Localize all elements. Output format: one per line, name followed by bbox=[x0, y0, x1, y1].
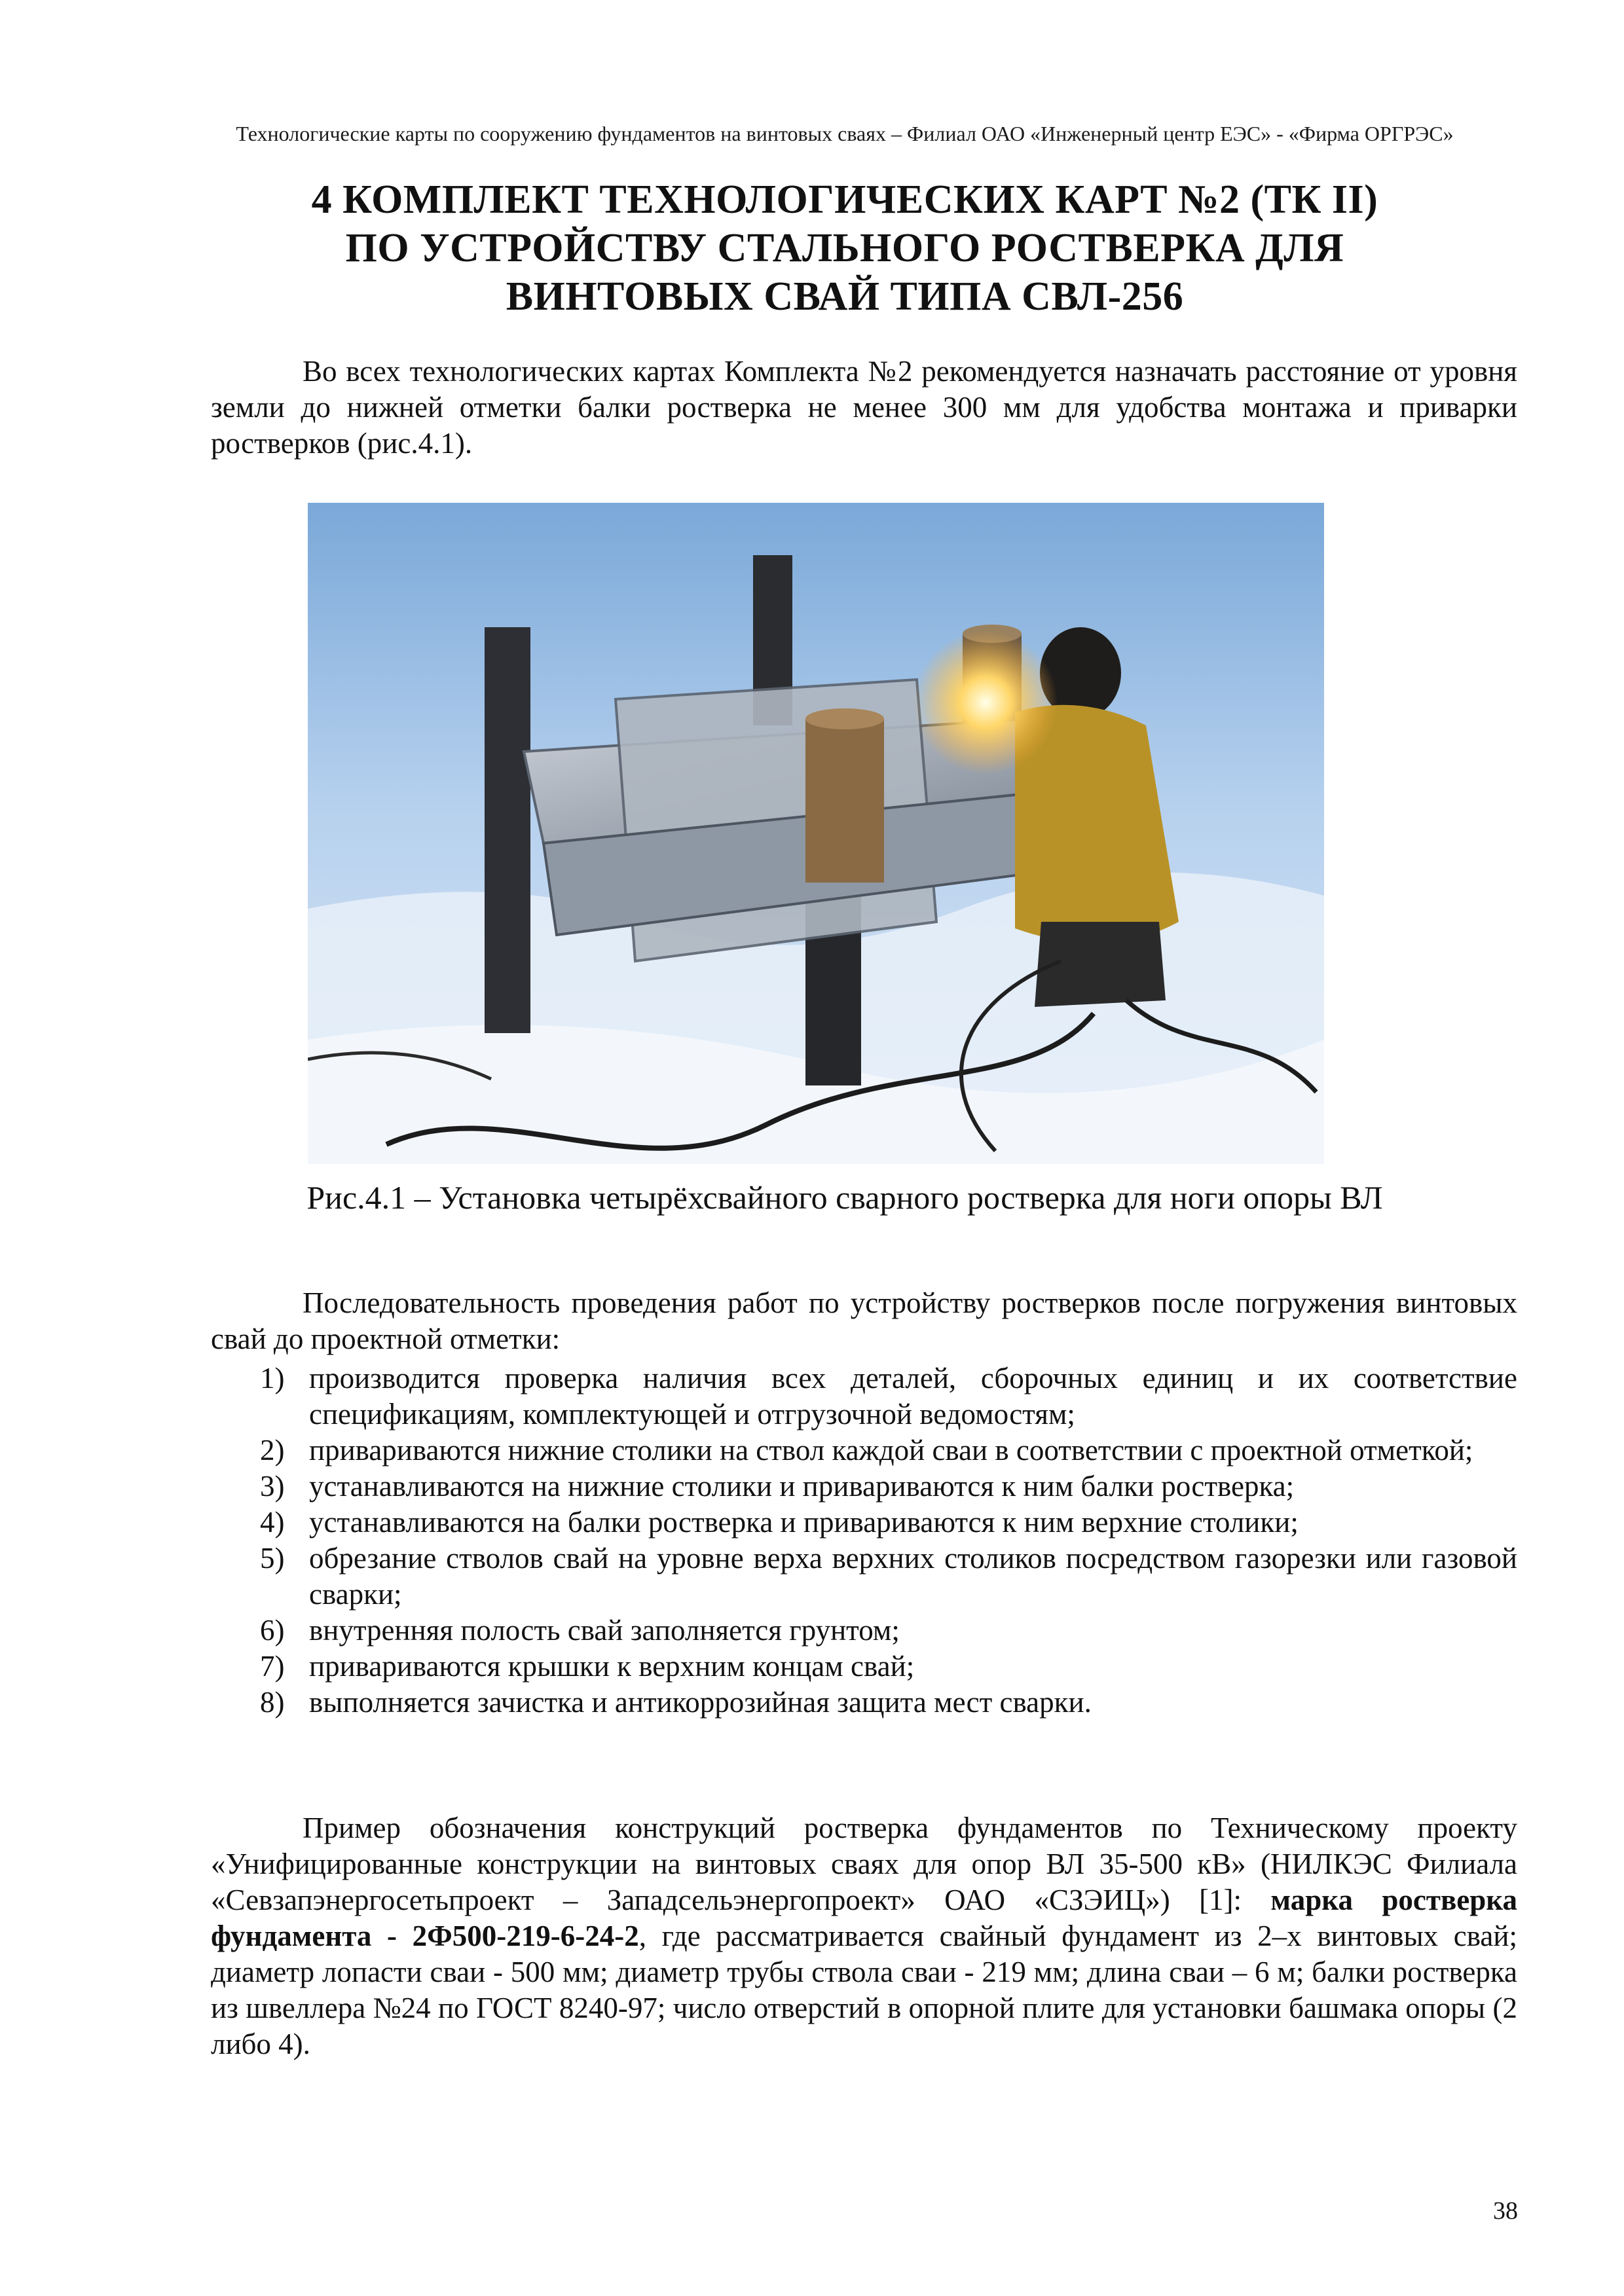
work-steps-list bbox=[211, 1360, 1517, 1721]
list-item: 5) обрезание стволов свай на уровне верха верхних столиков посредством газорезки или газовой сварки; bbox=[260, 1542, 1517, 1611]
list-item: 2) привариваются нижние столики на ствол каждой сваи в соответствии с проектной отметкой; bbox=[260, 1434, 1473, 1467]
figure-photo-welding-grillage bbox=[308, 503, 1324, 1164]
title-line-2: ПО УСТРОЙСТВУ СТАЛЬНОГО РОСТВЕРКА ДЛЯ bbox=[345, 226, 1344, 270]
welding-spark bbox=[913, 630, 1058, 774]
sequence-lead: Последовательность проведения работ по устройству ростверков после погружения винтовых свай до проектной отметки: bbox=[211, 1286, 1517, 1355]
figure-caption: Рис.4.1 – Установка четырёхсвайного сварного ростверка для ноги опоры ВЛ bbox=[306, 1179, 1383, 1216]
list-item: 7) привариваются крышки к верхним концам свай; bbox=[260, 1650, 915, 1683]
list-item: 6) внутренняя полость свай заполняется грунтом; bbox=[260, 1614, 900, 1647]
running-header: Технологические карты по сооружению фундаментов на винтовых сваях – Филиал ОАО «Инженерный центр ЕЭС» - «Фирма ОРГРЭС» bbox=[236, 122, 1454, 145]
list-item: 3) устанавливаются на нижние столики и привариваются к ним балки ростверка; bbox=[260, 1470, 1295, 1503]
example-paragraph: Пример обозначения конструкций ростверка фундаментов по Техническому проекту «Унифицированные конструкции на винтовых сваях для опор ВЛ 35-500 кВ» (НИЛКЭС Филиала «Севзапэнергосетьпроект – Западсельэнергопроект» ОАО «СЗЭИЦ») [1]: марка ростверка фундамента - 2Ф500-219-6-24-2, где рассматривается свайный фундамент из 2–х винтовых свай; диаметр лопасти сваи - 500 мм; диаметр трубы ствола сваи - 219 мм; длина сваи – 6 м; балки ростверка из швеллера №24 по ГОСТ 8240-97; число отверстий в опорной плите для установки башмака опоры (2 либо 4). bbox=[211, 1812, 1517, 2060]
title-line-3: ВИНТОВЫХ СВАЙ ТИПА СВЛ-256 bbox=[506, 274, 1184, 319]
list-item: 1) производится проверка наличия всех деталей, сборочных единиц и их соответствие спецификациям, комплектующей и отгрузочной ведомостям; bbox=[260, 1362, 1517, 1430]
pipe-stub-front bbox=[805, 719, 884, 883]
pile-left bbox=[485, 627, 530, 1033]
grillage-mark-designation: марка ростверка фундамента - 2Ф500-219-6-24-2 bbox=[211, 1884, 1517, 1952]
section-title bbox=[196, 175, 1493, 321]
list-item: 4) устанавливаются на балки ростверка и привариваются к ним верхние столики; bbox=[260, 1506, 1299, 1539]
list-item: 8) выполняется зачистка и антикоррозийная защита мест сварки. bbox=[260, 1686, 1092, 1719]
intro-paragraph: Во всех технологических картах Комплекта №2 рекомендуется назначать расстояние от уровня земли до нижней отметки балки ростверка не менее 300 мм для удобства монтажа и приварки ростверков (рис.4.1). bbox=[211, 355, 1517, 460]
page-number: 38 bbox=[1493, 2197, 1518, 2225]
title-line-1: 4 КОМПЛЕКТ ТЕХНОЛОГИЧЕСКИХ КАРТ №2 (ТК II) bbox=[311, 177, 1378, 222]
